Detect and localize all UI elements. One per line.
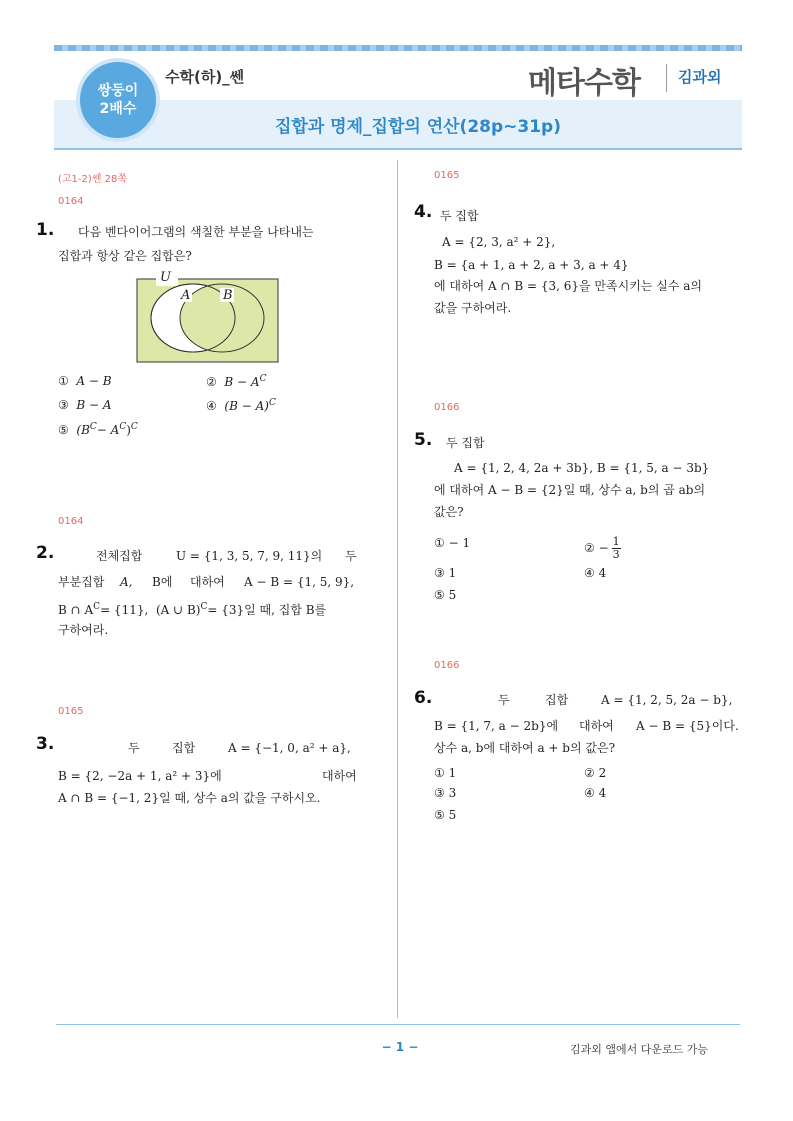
q1-code: 0164 xyxy=(58,196,84,207)
q1-o2-mark: ② xyxy=(206,375,217,389)
logo-main: 메타수학 xyxy=(528,66,640,101)
q1-o3-text: B − A xyxy=(76,398,112,412)
q2-l3a: B ∩ A xyxy=(58,603,94,617)
q5-l0: 두 집합 xyxy=(446,436,485,450)
q6-option-3[interactable]: ③ 3 xyxy=(434,786,457,800)
q5-code: 0166 xyxy=(434,402,460,413)
q2-sup1: C xyxy=(93,602,101,612)
q5-l3: 값은? xyxy=(434,505,464,519)
q1-o5-a: (B xyxy=(76,423,90,437)
q1-option-3[interactable] xyxy=(58,398,112,412)
q1-o5-c: ) xyxy=(126,423,131,437)
q3-l1a: 두 xyxy=(128,741,140,755)
q5-option-4[interactable]: ④ 4 xyxy=(584,566,607,580)
badge-line1: 쌍둥이 xyxy=(97,83,139,99)
q1-number: 1. xyxy=(36,220,55,240)
q1-o5-sup2: C xyxy=(119,422,127,432)
q1-text-line2: 집합과 항상 같은 집합은? xyxy=(58,249,192,263)
q1-option-4[interactable] xyxy=(206,398,276,413)
q3-l3: A ∩ B = {−1, 2}일 때, 상수 a의 값을 구하시오. xyxy=(58,791,321,805)
q2-l2a: 부분집합 xyxy=(58,575,105,589)
venn-label-b: B xyxy=(223,288,233,303)
q1-o5-b: − A xyxy=(96,423,120,437)
q1-o5-sup1: C xyxy=(89,422,97,432)
q2-l2d: 대하여 xyxy=(190,575,225,589)
q3-l2b: 대하여 xyxy=(322,769,357,783)
q1-o5-sup3: C xyxy=(130,422,138,432)
page-title: 집합과 명제_집합의 연산(28p~31p) xyxy=(275,117,561,137)
q1-o5-mark: ⑤ xyxy=(58,423,69,437)
q5-option-5[interactable]: ⑤ 5 xyxy=(434,588,457,602)
q2-number: 2. xyxy=(36,543,55,563)
q2-l2c: B에 xyxy=(152,575,173,589)
q1-o1-mark: ① xyxy=(58,374,69,388)
q6-l1b: 집합 xyxy=(545,693,569,707)
q1-option-5[interactable] xyxy=(58,422,138,437)
q6-l1a: 두 xyxy=(498,693,510,707)
q1-option-1[interactable] xyxy=(58,374,112,388)
q5-o2-fraction xyxy=(612,536,621,561)
q6-option-4[interactable]: ④ 4 xyxy=(584,786,607,800)
q2-code: 0164 xyxy=(58,516,84,527)
q3-l2a: B = {2, −2a + 1, a² + 3}에 xyxy=(58,769,222,783)
q5-o2-numerator: 1 xyxy=(612,535,620,548)
q1-text-line1: 다음 벤다이어그램의 색칠한 부분을 나타내는 xyxy=(78,225,314,239)
q2-l3b: = {11}, xyxy=(100,603,149,617)
q1-o4-text: (B − A) xyxy=(224,399,269,413)
badge-line2: 2배수 xyxy=(99,101,137,117)
q2-l1b: U = {1, 3, 5, 7, 9, 11}의 xyxy=(176,549,323,563)
q6-l2b: 대하여 xyxy=(579,719,614,733)
q5-option-3[interactable]: ③ 1 xyxy=(434,566,457,580)
q5-number: 5. xyxy=(414,430,433,450)
q5-option-1[interactable]: ① − 1 xyxy=(434,536,471,550)
q3-l1c: A = {−1, 0, a² + a}, xyxy=(228,741,351,755)
q1-o4-sup: C xyxy=(268,398,276,408)
q1-o1-text: A − B xyxy=(76,374,112,388)
q5-o2-denominator: 3 xyxy=(612,548,620,561)
q2-l2b: A, xyxy=(120,575,133,589)
q5-o2-prefix: ② − xyxy=(584,541,609,555)
q5-l2: 에 대하여 A − B = {2}일 때, 상수 a, b의 곱 ab의 xyxy=(434,483,706,497)
page-number: − 1 − xyxy=(381,1040,419,1054)
q6-option-1[interactable]: ① 1 xyxy=(434,766,457,780)
q1-o2-sup: C xyxy=(259,374,267,384)
q4-code: 0165 xyxy=(434,170,460,181)
q1-o4-mark: ④ xyxy=(206,399,217,413)
q4-l4: 값을 구하여라. xyxy=(434,301,512,315)
q2-l1a: 전체집합 xyxy=(96,549,143,563)
q6-l2c: A − B = {5}이다. xyxy=(636,719,739,733)
column-divider xyxy=(397,160,398,1018)
venn-label-u: U xyxy=(160,270,171,285)
q1-o3-mark: ③ xyxy=(58,398,69,412)
source-label: (고1-2)쎈 28쪽 xyxy=(58,174,128,185)
q1-option-2[interactable] xyxy=(206,374,266,389)
q4-l1: A = {2, 3, a² + 2}, xyxy=(442,235,556,249)
q4-l3: 에 대하여 A ∩ B = {3, 6}을 만족시키는 실수 a의 xyxy=(434,279,702,293)
footer-note: 김과외 앱에서 다운로드 가능 xyxy=(570,1043,709,1056)
footer-rule xyxy=(56,1024,740,1025)
q2-l1c: 두 xyxy=(345,549,357,563)
q6-code: 0166 xyxy=(434,660,460,671)
q3-code: 0165 xyxy=(58,706,84,717)
q2-l3c: (A ∪ B) xyxy=(155,603,201,617)
q2-l2e: A − B = {1, 5, 9}, xyxy=(244,575,355,589)
q5-option-2[interactable] xyxy=(584,536,621,561)
header-stripe xyxy=(54,45,742,51)
q1-o2-text: B − A xyxy=(224,375,260,389)
q2-l3d: = {3}일 때, 집합 B를 xyxy=(207,603,327,617)
q4-l2: B = {a + 1, a + 2, a + 3, a + 4} xyxy=(434,258,629,272)
q3-number: 3. xyxy=(36,734,55,754)
q3-l1b: 집합 xyxy=(172,741,196,755)
q6-l3: 상수 a, b에 대하여 a + b의 값은? xyxy=(434,741,616,755)
q6-l2a: B = {1, 7, a − 2b}에 xyxy=(434,719,559,733)
q4-l0: 두 집합 xyxy=(440,209,479,223)
q2-sup2: C xyxy=(200,602,208,612)
q4-number: 4. xyxy=(414,202,433,222)
q6-l1c: A = {1, 2, 5, 2a − b}, xyxy=(601,693,733,707)
q6-number: 6. xyxy=(414,688,433,708)
logo-separator xyxy=(666,64,667,92)
venn-label-a: A xyxy=(181,288,191,303)
subject-label: 수학(하)_쎈 xyxy=(165,68,245,86)
q6-option-5[interactable]: ⑤ 5 xyxy=(434,808,457,822)
q6-option-2[interactable]: ② 2 xyxy=(584,766,607,780)
q2-l4: 구하여라. xyxy=(58,623,109,637)
venn-diagram xyxy=(136,272,280,364)
logo-sub: 김과외 xyxy=(678,68,722,86)
q5-l1: A = {1, 2, 4, 2a + 3b}, B = {1, 5, a − 3b} xyxy=(454,461,710,475)
